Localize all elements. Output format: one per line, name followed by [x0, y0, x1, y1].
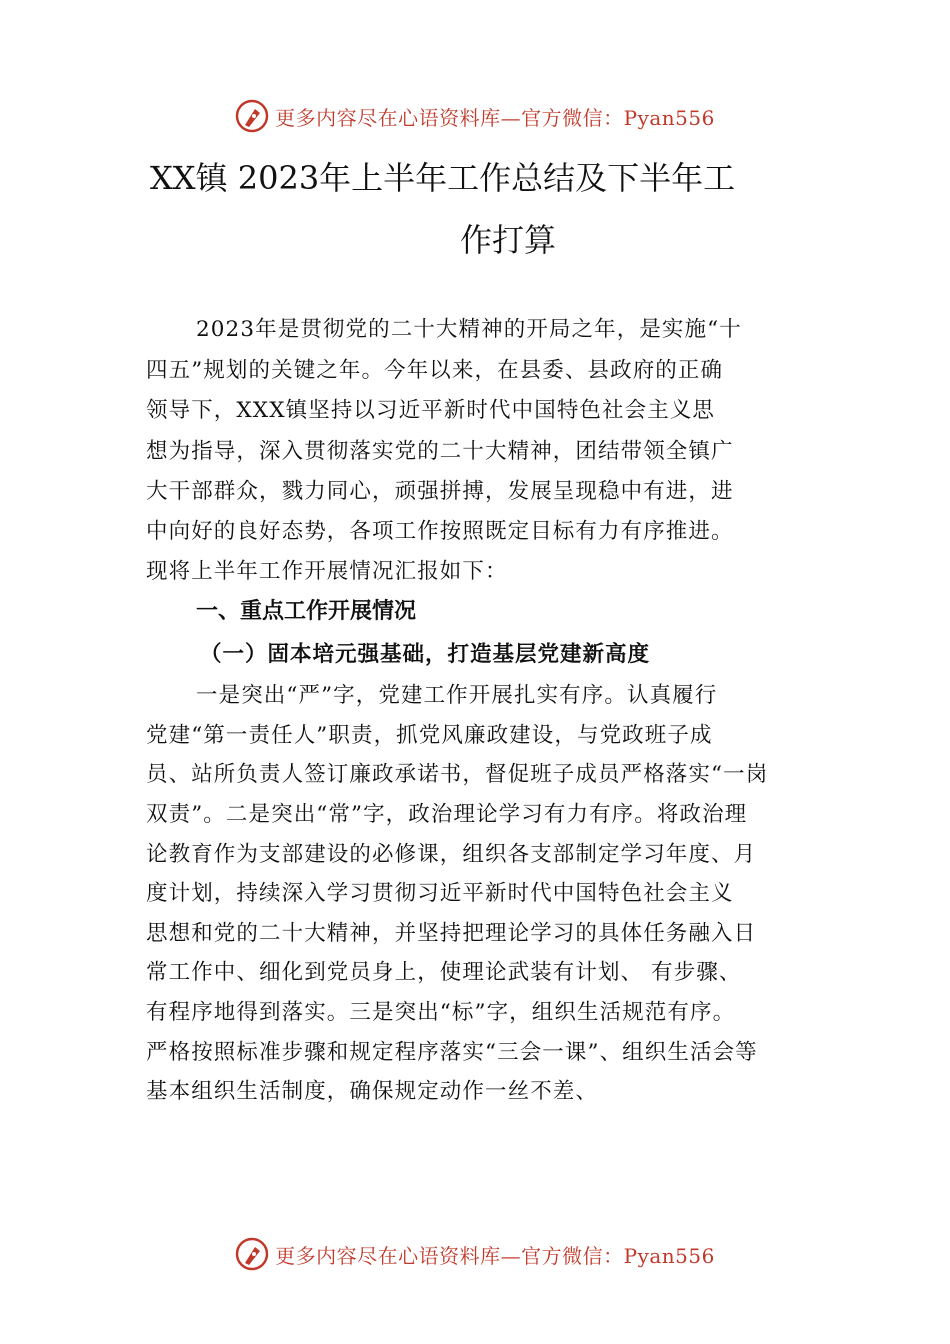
paragraph-2-line-7: 思想和党的二十大精神，并坚持把理论学习的具体任务融入日: [146, 921, 757, 946]
paragraph-2-line-10: 严格按照标准步骤和规定程序落实“三会一课”、组织生活会等: [146, 1040, 758, 1065]
paragraph-1-line-1: 2023年是贯彻党的二十大精神的开局之年，是实施“十: [196, 317, 742, 342]
section-heading-1: 一、重点工作开展情况: [196, 599, 417, 624]
pen-nib-logo-icon: [235, 1237, 269, 1271]
subsection-heading-1: （一）固本培元强基础，打造基层党建新高度: [200, 642, 651, 667]
paragraph-1-line-2: 四五”规划的关键之年。今年以来，在县委、县政府的正确: [146, 358, 724, 383]
document-title-line-2: 作打算: [460, 221, 557, 259]
paragraph-2-line-3: 员、站所负责人签订廉政承诺书，督促班子成员严格落实“一岗: [146, 762, 769, 787]
footer-banner-text: 更多内容尽在心语资料库—官方微信：Pyan556: [275, 1243, 715, 1268]
paragraph-1-line-6: 中向好的良好态势，各项工作按照既定目标有力有序推进。: [146, 519, 734, 544]
paragraph-2-line-9: 有程序地得到落实。三是突出“标”字，组织生活规范有序。: [146, 1000, 736, 1025]
paragraph-2-line-4: 双责”。二是突出“常”字，政治理论学习有力有序。将政治理: [146, 802, 748, 827]
paragraph-1-line-4: 想为指导，深入贯彻落实党的二十大精神，团结带领全镇广: [146, 439, 734, 464]
paragraph-2-line-5: 论教育作为支部建设的必修课，组织各支部制定学习年度、月: [146, 842, 757, 867]
header-banner-text: 更多内容尽在心语资料库—官方微信：Pyan556: [275, 105, 715, 130]
paragraph-2-line-6: 度计划，持续深入学习贯彻习近平新时代中国特色社会主义: [146, 881, 734, 906]
paragraph-1-line-5: 大干部群众，戮力同心，顽强拼搏，发展呈现稳中有进，进: [146, 479, 734, 504]
document-title-line-1: XX镇 2023年上半年工作总结及下半年工: [150, 159, 736, 197]
paragraph-2-line-2: 党建“第一责任人”职责，抓党风廉政建设，与党政班子成: [146, 723, 713, 748]
paragraph-2-line-8: 常工作中、细化到党员身上，使理论武装有计划、 有步骤、: [146, 960, 742, 985]
paragraph-1-line-3: 领导下，XXX镇坚持以习近平新时代中国特色社会主义思: [146, 398, 716, 423]
footer-banner: [0, 1234, 950, 1274]
header-banner: [0, 96, 950, 136]
paragraph-2-line-11: 基本组织生活制度，确保规定动作一丝不差、: [146, 1079, 599, 1104]
paragraph-2-line-1: 一是突出“严”字，党建工作开展扎实有序。认真履行: [196, 683, 718, 708]
pen-nib-logo-icon: [235, 99, 269, 133]
paragraph-1-line-7: 现将上半年工作开展情况汇报如下：: [146, 559, 508, 584]
